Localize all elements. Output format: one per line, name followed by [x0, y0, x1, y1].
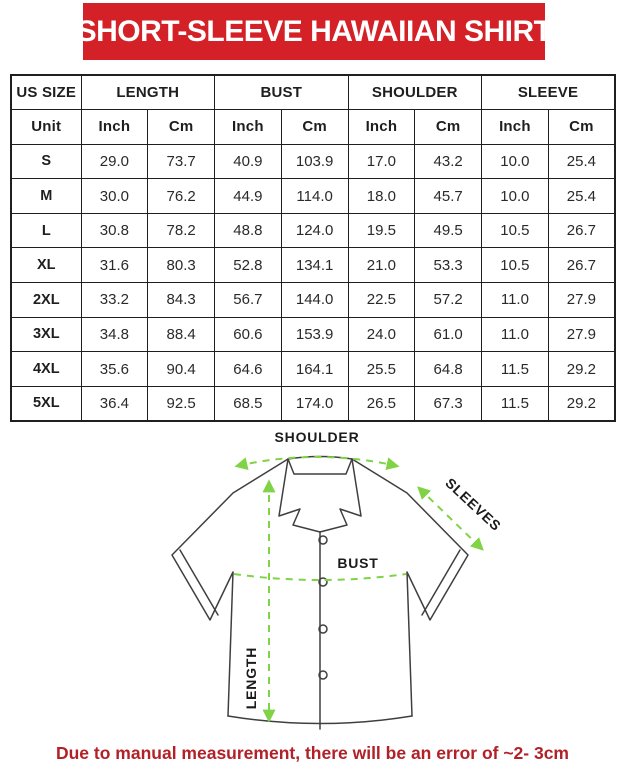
table-cell: 60.6 — [215, 317, 282, 352]
table-cell: 92.5 — [148, 386, 215, 421]
table-cell: 36.4 — [81, 386, 148, 421]
unit-inch: Inch — [348, 110, 415, 145]
table-cell: 61.0 — [415, 317, 482, 352]
table-cell: 164.1 — [281, 352, 348, 387]
table-cell: 73.7 — [148, 144, 215, 179]
table-cell: 88.4 — [148, 317, 215, 352]
table-row — [11, 144, 615, 179]
size-cell: 3XL — [11, 317, 81, 352]
table-cell: 64.8 — [415, 352, 482, 387]
measurement-error-note: Due to manual measurement, there will be an error of ~2- 3cm — [55, 743, 569, 763]
unit-cm: Cm — [148, 110, 215, 145]
left-cuff-line — [180, 550, 218, 615]
table-cell: 40.9 — [215, 144, 282, 179]
size-cell: S — [11, 144, 81, 179]
table-cell: 31.6 — [81, 248, 148, 283]
table-cell: 21.0 — [348, 248, 415, 283]
table-cell: 11.0 — [482, 283, 549, 318]
size-chart-table — [10, 74, 616, 422]
table-cell: 57.2 — [415, 283, 482, 318]
table-cell: 29.2 — [548, 352, 615, 387]
table-row — [11, 283, 615, 318]
table-cell: 35.6 — [81, 352, 148, 387]
table-cell: 24.0 — [348, 317, 415, 352]
table-row — [11, 179, 615, 214]
table-cell: 29.0 — [81, 144, 148, 179]
unit-inch: Inch — [482, 110, 549, 145]
table-cell: 56.7 — [215, 283, 282, 318]
collar-left-lapel — [279, 459, 320, 532]
page-title: SHORT-SLEEVE HAWAIIAN SHIRT — [76, 14, 552, 48]
table-cell: 30.0 — [81, 179, 148, 214]
header-length: LENGTH — [81, 75, 215, 110]
shoulder-label: SHOULDER — [274, 429, 360, 445]
table-cell: 27.9 — [548, 317, 615, 352]
table-row — [11, 386, 615, 421]
title-banner — [76, 3, 552, 60]
table-cell: 27.9 — [548, 283, 615, 318]
length-label: LENGTH — [243, 646, 259, 710]
table-cell: 49.5 — [415, 213, 482, 248]
size-cell: 4XL — [11, 352, 81, 387]
size-cell: 5XL — [11, 386, 81, 421]
table-cell: 17.0 — [348, 144, 415, 179]
table-cell: 84.3 — [148, 283, 215, 318]
shirt-right-side — [352, 459, 468, 716]
table-cell: 76.2 — [148, 179, 215, 214]
shoulder-measure-arrow — [237, 457, 397, 466]
table-row — [11, 213, 615, 248]
table-cell: 22.5 — [348, 283, 415, 318]
table-cell: 134.1 — [281, 248, 348, 283]
table-cell: 34.8 — [81, 317, 148, 352]
header-shoulder: SHOULDER — [348, 75, 482, 110]
table-cell: 25.4 — [548, 179, 615, 214]
table-cell: 52.8 — [215, 248, 282, 283]
table-cell: 68.5 — [215, 386, 282, 421]
table-cell: 26.7 — [548, 213, 615, 248]
table-cell: 114.0 — [281, 179, 348, 214]
collar-band — [288, 459, 352, 474]
bust-label: BUST — [337, 555, 379, 571]
table-row — [11, 352, 615, 387]
table-cell: 10.5 — [482, 213, 549, 248]
table-cell: 124.0 — [281, 213, 348, 248]
table-cell: 64.6 — [215, 352, 282, 387]
table-cell: 19.5 — [348, 213, 415, 248]
shirt-diagram-svg — [130, 428, 520, 738]
table-cell: 78.2 — [148, 213, 215, 248]
table-cell: 174.0 — [281, 386, 348, 421]
table-cell: 53.3 — [415, 248, 482, 283]
table-cell: 103.9 — [281, 144, 348, 179]
table-cell: 43.2 — [415, 144, 482, 179]
sleeves-label: SLEEVES — [442, 474, 505, 535]
size-cell: L — [11, 213, 81, 248]
unit-inch: Inch — [81, 110, 148, 145]
header-bust: BUST — [215, 75, 349, 110]
right-cuff-line — [422, 550, 460, 615]
table-cell: 45.7 — [415, 179, 482, 214]
shirt-left-side — [172, 459, 288, 716]
table-cell: 26.5 — [348, 386, 415, 421]
unit-label: Unit — [11, 110, 81, 145]
table-row — [11, 317, 615, 352]
table-cell: 33.2 — [81, 283, 148, 318]
unit-cm: Cm — [281, 110, 348, 145]
table-row — [11, 248, 615, 283]
header-sleeve: SLEEVE — [482, 75, 616, 110]
table-cell: 144.0 — [281, 283, 348, 318]
size-cell: 2XL — [11, 283, 81, 318]
table-group-header-row — [11, 75, 615, 110]
table-cell: 11.5 — [482, 386, 549, 421]
table-cell: 25.5 — [348, 352, 415, 387]
shirt-measurement-diagram — [130, 428, 520, 738]
table-cell: 48.8 — [215, 213, 282, 248]
table-cell: 29.2 — [548, 386, 615, 421]
table-unit-row — [11, 110, 615, 145]
unit-cm: Cm — [415, 110, 482, 145]
table-cell: 10.5 — [482, 248, 549, 283]
table-cell: 26.7 — [548, 248, 615, 283]
unit-inch: Inch — [215, 110, 282, 145]
table-cell: 10.0 — [482, 144, 549, 179]
table-cell: 80.3 — [148, 248, 215, 283]
table-cell: 18.0 — [348, 179, 415, 214]
table-cell: 153.9 — [281, 317, 348, 352]
table-cell: 44.9 — [215, 179, 282, 214]
table-cell: 10.0 — [482, 179, 549, 214]
size-cell: XL — [11, 248, 81, 283]
table-cell: 11.0 — [482, 317, 549, 352]
table-cell: 30.8 — [81, 213, 148, 248]
table-cell: 25.4 — [548, 144, 615, 179]
collar-right-lapel — [320, 459, 361, 532]
size-cell: M — [11, 179, 81, 214]
table-cell: 11.5 — [482, 352, 549, 387]
unit-cm: Cm — [548, 110, 615, 145]
table-cell: 90.4 — [148, 352, 215, 387]
header-us-size: US SIZE — [11, 75, 81, 110]
table-cell: 67.3 — [415, 386, 482, 421]
shirt-outline — [172, 457, 468, 730]
